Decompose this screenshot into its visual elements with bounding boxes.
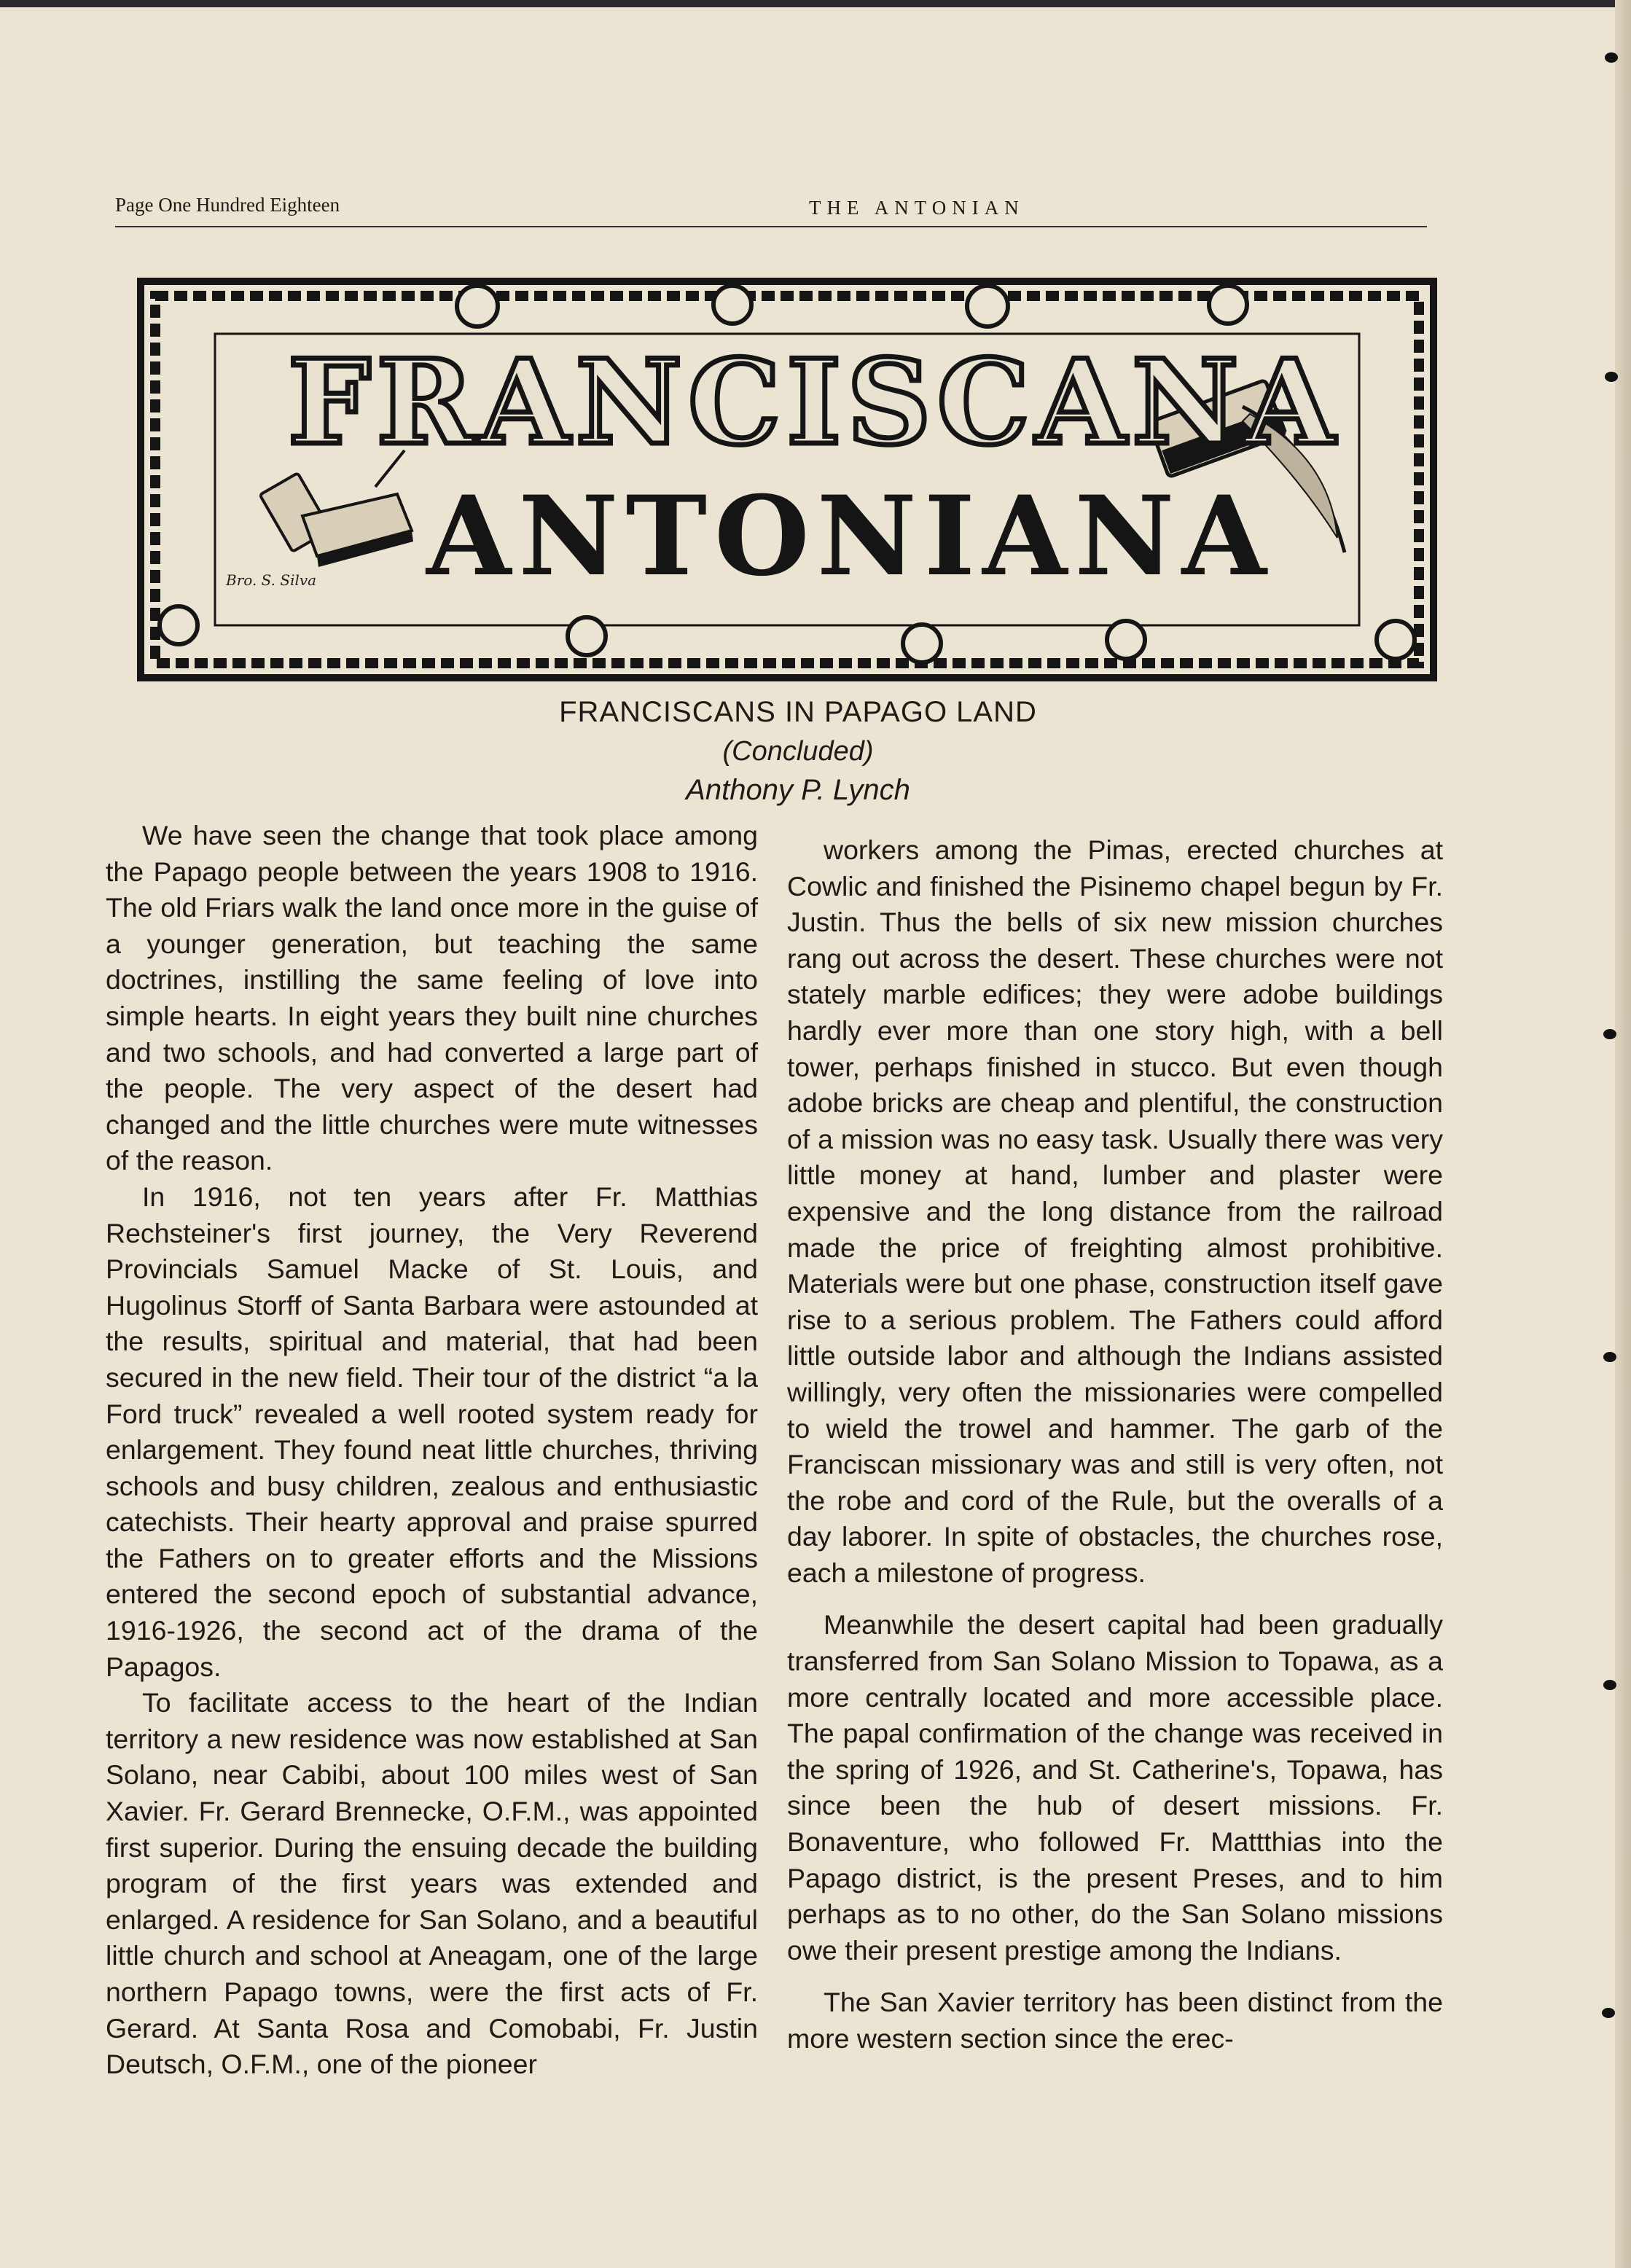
banner-artwork: [135, 275, 1439, 684]
scroll-ornament: [713, 286, 751, 324]
article-author: Anthony P. Lynch: [686, 774, 910, 806]
binding-hole: [1603, 1352, 1616, 1362]
banner-title-word-1: FRANCISCANA: [288, 334, 1341, 471]
paragraph: In 1916, not ten years after Fr. Matthias Rechsteiner's first journey, the Very Reverend Provincials Samuel Macke of St. Louis, and Hugolinus Storff of Santa Barbara were astounded at the results, spiritual and material, that had been secured in the new field. Their tour of the district “a la Ford truck” revealed a well rooted system ready for enlargement. They found neat little churches, thriving schools and busy children, zealous and enthusiastic catechists. Their hearty approval and praise spurred the Fathers on to greater efforts and the Missions entered the second epoch of substantial advance, 1916-1926, the second act of the drama of the Papagos.: [106, 1181, 758, 1682]
page-right-edge: [1615, 0, 1631, 2268]
binding-hole: [1605, 52, 1618, 63]
paragraph: The San Xavier territory has been distinct from the more western section since the erec-: [787, 1987, 1443, 2054]
paragraph: workers among the Pimas, erected churches at Cowlic and finished the Pisinemo chapel begun by Fr. Justin. Thus the bells of six new mission churches rang out across the desert. These churches were not stately marble edifices; they were adobe buildings hardly ever more than one story high, with a bell tower, perhaps finished in stucco. But even though adobe bricks are cheap and plentiful, the construction of a mission was no easy task. Usually there was very little money at hand, lumber and plaster were expensive and the long distance from the railroad made the price of freighting almost prohibitive. Materials were but one phase, construction itself gave rise to a serious problem. The Fathers could afford little outside labor and although the Indians assisted willingly, very often the missionaries were compelled to wield the trowel and hammer. The garb of the Franciscan missionary was and still is very often, not the robe and cord of the Rule, but the overalls of a day laborer. In spite of obstacles, the churches rose, each a milestone of progress.: [787, 834, 1443, 1588]
right-column: [787, 832, 1443, 2057]
paragraph: We have seen the change that took place among the Papago people between the years 1908 to 1916. The old Friars walk the land once more in the guise of a younger generation, but teaching the same doctrines, instilling the same feeling of love into simple hearts. In eight years they built nine churches and two schools, and had converted a large part of the people. The very aspect of the desert had changed and the little churches were mute witnesses of the reason.: [106, 820, 758, 1176]
page-number: Page One Hundred Eighteen: [115, 194, 340, 216]
journal-name: THE ANTONIAN: [809, 197, 1025, 219]
paragraph: Meanwhile the desert capital had been gradually transferred from San Solano Mission to Topawa, as a more centrally located and more accessible place. The papal confirmation of the change was received in the spring of 1926, and St. Catherine's, Topawa, has since been the hub of desert missions. Fr. Bonaventure, who followed Fr. Mattthias into the Papago district, is the present Preses, and to him perhaps as to no other, do the San Solano missions owe their present prestige among the Indians.: [787, 1609, 1443, 1966]
scroll-ornament: [160, 606, 197, 644]
running-head: [115, 191, 1427, 227]
binding-hole: [1602, 2008, 1615, 2018]
scroll-ornament: [1107, 621, 1145, 659]
article-subtitle: (Concluded): [722, 736, 874, 767]
scroll-ornament: [967, 286, 1008, 326]
article-title: FRANCISCANS IN PAPAGO LAND: [559, 696, 1037, 728]
binding-hole: [1603, 1029, 1616, 1039]
scroll-ornament: [457, 286, 498, 326]
section-banner: [135, 275, 1439, 684]
paragraph: To facilitate access to the heart of the Indian territory a new residence was now established at San Solano, near Cabibi, about 100 miles west of San Xavier. Fr. Gerard Brennecke, O.F.M., was appointed first superior. During the ensuing decade the building program of the first years was extended and enlarged. A residence for San Solano, and a beautiful little church and school at Aneagam, one of the large northern Papago towns, were the first acts of Fr. Gerard. At Santa Rosa and Comobabi, Fr. Justin Deutsch, O.F.M., one of the pioneer: [106, 1687, 758, 2080]
scroll-ornament: [1377, 621, 1415, 659]
left-column: [106, 818, 758, 2083]
scan-top-edge: [0, 0, 1631, 7]
artist-signature: Bro. S. Silva: [226, 571, 317, 589]
scroll-ornament: [903, 625, 941, 662]
binding-hole: [1605, 372, 1618, 382]
binding-hole: [1603, 1680, 1616, 1690]
scroll-ornament: [1209, 286, 1247, 324]
banner-title-word-2: ANTONIANA: [426, 472, 1274, 601]
scroll-ornament: [568, 617, 606, 655]
